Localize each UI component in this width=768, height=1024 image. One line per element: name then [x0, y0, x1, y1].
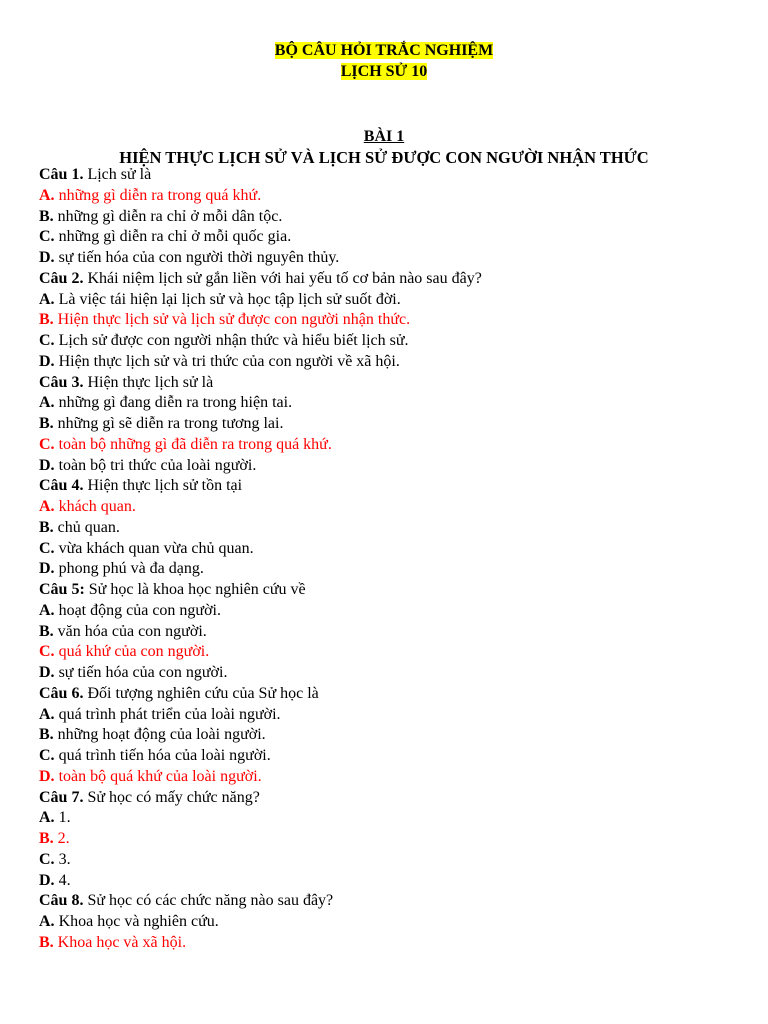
question-label: Câu 7. [39, 788, 84, 806]
option-text: toàn bộ quá khứ của loài người. [58, 767, 262, 785]
answer-option [39, 850, 739, 871]
option-label: C. [39, 332, 55, 349]
answer-option [39, 414, 739, 435]
option-text: sự tiến hóa của con người. [58, 664, 228, 681]
option-label: A. [39, 913, 55, 930]
option-text: những gì diễn ra trong quá khứ. [58, 186, 262, 204]
option-label: B. [39, 311, 54, 329]
question-text: Sử học có các chức năng nào sau đây? [87, 892, 334, 910]
option-text: khách quan. [58, 498, 136, 515]
answer-option [39, 912, 739, 933]
lesson-title: HIỆN THỰC LỊCH SỬ VÀ LỊCH SỬ ĐƯỢC CON NGƯỜI NHẬN THỨC [119, 148, 649, 167]
option-text: quá trình phát triển của loài người. [58, 705, 281, 723]
correct-answer-option [39, 310, 739, 331]
option-text: phong phú và đa dạng. [58, 560, 204, 578]
answer-option [39, 601, 739, 622]
question-label: Câu 4. [39, 477, 84, 495]
option-label: C. [39, 435, 55, 453]
option-label: C. [39, 747, 55, 764]
question-text: Lịch sử là [87, 166, 152, 183]
option-text: những gì sẽ diễn ra trong tương lai. [57, 415, 284, 432]
answer-option [39, 663, 739, 684]
option-text: vừa khách quan vừa chủ quan. [58, 539, 254, 557]
question-2 [39, 269, 739, 290]
answer-option [39, 248, 739, 269]
answer-option [39, 622, 739, 643]
question-8 [39, 891, 739, 912]
answer-option [39, 290, 739, 311]
option-label: D. [39, 560, 55, 578]
option-text: Hiện thực lịch sử và tri thức của con người về xã hội. [58, 352, 400, 370]
answer-option [39, 207, 739, 228]
option-text: 2. [57, 830, 70, 847]
option-text: những hoạt động của loài người. [57, 726, 266, 744]
option-label: B. [39, 830, 54, 847]
correct-answer-option [39, 933, 739, 954]
answer-option [39, 352, 739, 373]
option-label: B. [39, 207, 54, 225]
option-label: C. [39, 643, 55, 661]
correct-answer-option [39, 435, 739, 456]
option-label: A. [39, 186, 55, 204]
option-label: A. [39, 290, 55, 308]
option-label: B. [39, 933, 54, 951]
question-text: Sử học có mấy chức năng? [87, 788, 260, 806]
correct-answer-option [39, 767, 739, 788]
option-label: D. [39, 664, 55, 681]
answer-option [39, 725, 739, 746]
question-text: Sử học là khoa học nghiên cứu về [88, 581, 306, 598]
question-label: Câu 1. [39, 166, 84, 183]
option-label: C. [39, 539, 55, 557]
question-text: Khái niệm lịch sử gắn liền với hai yếu tố cơ bản nào sau đây? [87, 269, 482, 287]
question-text: Hiện thực lịch sử là [87, 373, 214, 391]
lesson-number-line [0, 126, 768, 147]
question-label: Câu 5: [39, 581, 85, 598]
question-label: Câu 6. [39, 684, 84, 702]
question-4 [39, 476, 739, 497]
question-1 [39, 165, 739, 186]
option-label: B. [39, 518, 54, 536]
question-label: Câu 2. [39, 269, 84, 287]
question-text: Đối tượng nghiên cứu của Sử học là [87, 684, 319, 702]
option-label: B. [39, 622, 54, 640]
question-list [39, 165, 739, 954]
option-text: toàn bộ những gì đã diễn ra trong quá khứ. [58, 435, 332, 453]
title-line-2 [0, 61, 768, 82]
option-text: những gì đang diễn ra trong hiện tai. [58, 394, 293, 412]
question-label: Câu 3. [39, 373, 84, 391]
option-text: hoạt động của con người. [58, 601, 221, 619]
option-label: D. [39, 352, 55, 370]
option-text: những gì diễn ra chỉ ở mỗi quốc gia. [58, 228, 292, 246]
option-text: chủ quan. [57, 518, 120, 536]
option-text: 3. [58, 850, 71, 868]
answer-option [39, 456, 739, 477]
option-label: C. [39, 850, 55, 868]
option-label: A. [39, 809, 55, 827]
answer-option [39, 871, 739, 892]
option-label: C. [39, 228, 55, 246]
correct-answer-option [39, 186, 739, 207]
option-text: Khoa học và xã hội. [57, 933, 187, 951]
correct-answer-option [39, 642, 739, 663]
answer-option [39, 559, 739, 580]
option-text: Là việc tái hiện lại lịch sử và học tập lịch sử suốt đời. [58, 290, 401, 308]
option-text: Hiện thực lịch sử và lịch sử được con người nhận thức. [57, 311, 411, 329]
correct-answer-option [39, 497, 739, 518]
option-text: toàn bộ tri thức của loài người. [58, 456, 257, 474]
question-5 [39, 580, 739, 601]
option-text: Lịch sử được con người nhận thức và hiểu biết lịch sử. [58, 332, 409, 349]
option-text: 4. [58, 871, 71, 889]
question-label: Câu 8. [39, 892, 84, 910]
option-text: quá khứ của con người. [58, 643, 210, 661]
option-label: D. [39, 767, 55, 785]
option-label: B. [39, 415, 54, 432]
answer-option [39, 227, 739, 248]
option-text: văn hóa của con người. [57, 622, 207, 640]
option-text: sự tiến hóa của con người thời nguyên thủy. [58, 249, 340, 266]
answer-option [39, 705, 739, 726]
option-text: Khoa học và nghiên cứu. [58, 913, 219, 930]
question-7 [39, 788, 739, 809]
option-label: A. [39, 394, 55, 412]
answer-option [39, 331, 739, 352]
option-label: D. [39, 456, 55, 474]
question-6 [39, 684, 739, 705]
document-title: BỘ CÂU HỎI TRẮC NGHIỆM [274, 42, 494, 59]
correct-answer-option [39, 829, 739, 850]
option-label: D. [39, 871, 55, 889]
option-label: B. [39, 726, 54, 744]
answer-option [39, 518, 739, 539]
title-line-1 [0, 40, 768, 61]
option-label: A. [39, 498, 55, 515]
answer-option [39, 539, 739, 560]
answer-option [39, 393, 739, 414]
lesson-number: BÀI 1 [363, 128, 405, 145]
option-label: A. [39, 601, 55, 619]
option-label: A. [39, 705, 55, 723]
question-text: Hiện thực lịch sử tồn tại [87, 477, 243, 495]
option-label: D. [39, 249, 55, 266]
document-header [0, 40, 768, 82]
question-3 [39, 373, 739, 394]
answer-option [39, 808, 739, 829]
option-text: những gì diễn ra chỉ ở mỗi dân tộc. [57, 207, 283, 225]
option-text: quá trình tiến hóa của loài người. [58, 747, 271, 764]
lesson-header [0, 126, 768, 168]
document-subtitle: LỊCH SỬ 10 [340, 63, 428, 80]
option-text: 1. [58, 809, 71, 827]
answer-option [39, 746, 739, 767]
